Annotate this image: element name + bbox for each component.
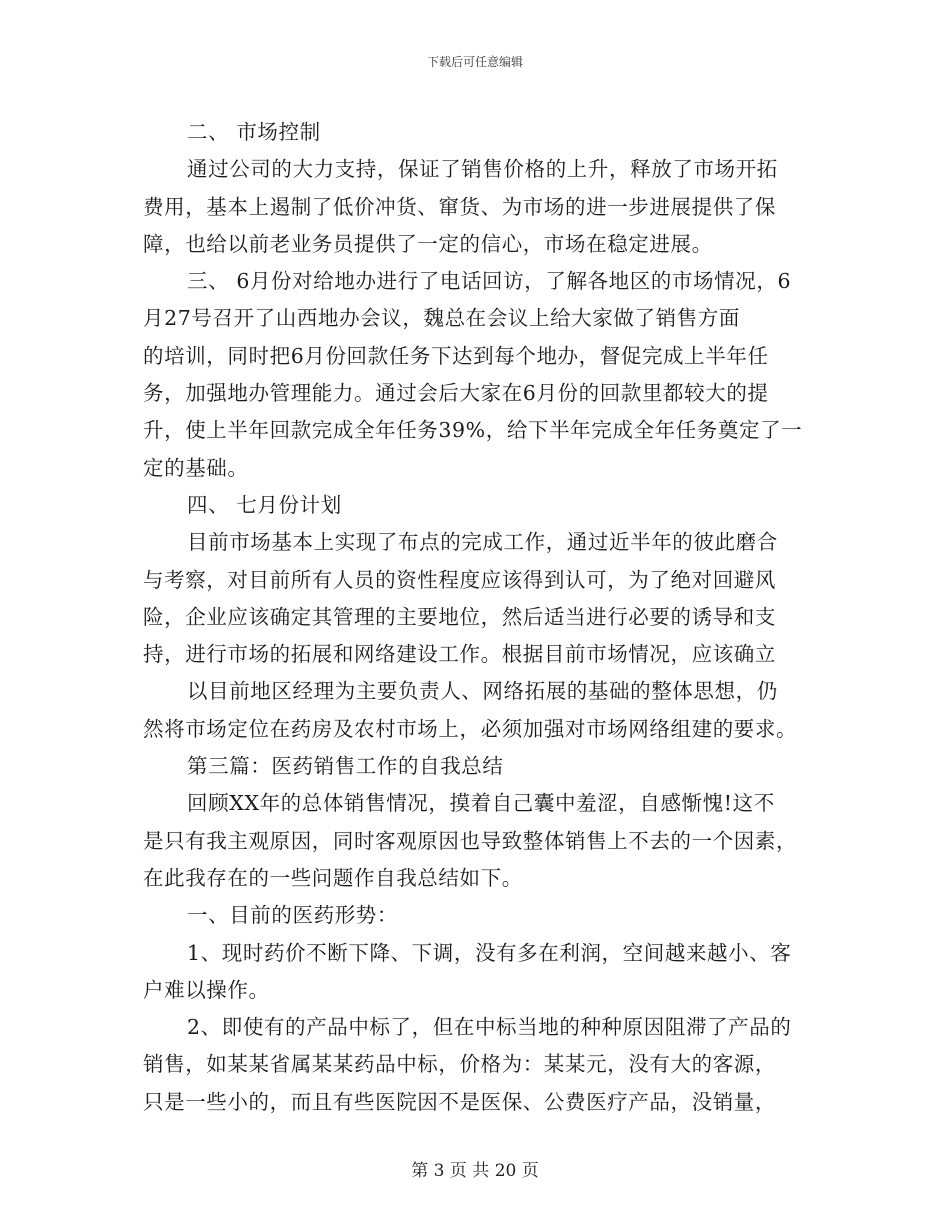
paragraph-line: 然将市场定位在药房及农村市场上，必须加强对市场网络组建的要求。 [143, 716, 798, 741]
paragraph-line: 持，进行市场的拓展和网络建设工作。根据目前市场情况，应该确立 [143, 642, 776, 667]
paragraph-line: 销售，如某某省属某某药品中标，价格为：某某元，没有大的客源， [143, 1052, 776, 1077]
paragraph-line: 务，加强地办管理能力。通过会后大家在6月份的回款里都较大的提 [143, 381, 769, 406]
paragraph-line: 在此我存在的一些问题作自我总结如下。 [143, 865, 523, 890]
document-body [143, 114, 809, 1121]
paragraph-line: 户难以操作。 [143, 977, 270, 1002]
page-number: 第 3 页 共 20 页 [411, 1161, 539, 1181]
paragraph-line: 三、 6月份对给地办进行了电话回访，了解各地区的市场情况，6 [187, 269, 792, 294]
heading-july-plan: 四、 七月份计划 [187, 492, 342, 517]
paragraph-line: 费用，基本上遏制了低价冲货、窜货、为市场的进一步进展提供了保 [143, 194, 776, 219]
paragraph-line: 以目前地区经理为主要负责人、网络拓展的基础的整体思想，仍 [187, 679, 778, 704]
paragraph-line: 险，企业应该确定其管理的主要地位，然后适当进行必要的诱导和支 [143, 604, 776, 629]
paragraph-line: 2、即使有的产品中标了，但在中标当地的种种原因阻滞了产品的 [187, 1015, 792, 1040]
paragraph-line: 是只有我主观原因，同时客观原因也导致整体销售上不去的一个因素， [143, 828, 798, 853]
paragraph-line: 与考察，对目前所有人员的资性程度应该得到认可，为了绝对回避风 [143, 567, 776, 592]
paragraph-line: 回顾XX年的总体销售情况，摸着自己囊中羞涩，自感惭愧!这不 [187, 791, 775, 816]
paragraph-line: 定的基础。 [143, 455, 249, 480]
heading-pharma-situation: 一、目前的医药形势： [187, 903, 398, 928]
paragraph-line: 目前市场基本上实现了布点的完成工作，通过近半年的彼此磨合 [187, 530, 778, 555]
section-title: 第三篇：医药销售工作的自我总结 [187, 754, 504, 779]
page-header: 下载后可任意编辑 [426, 55, 523, 69]
paragraph-line: 月27号召开了山西地办会议，魏总在会议上给大家做了销售方面 [143, 306, 740, 331]
heading-market-control: 二、 市场控制 [187, 120, 321, 144]
paragraph-line: 障，也给以前老业务员提供了一定的信心，市场在稳定进展。 [143, 231, 713, 256]
paragraph-line: 1、现时药价不断下降、下调，没有多在利润，空间越来越小、客 [187, 940, 792, 965]
paragraph-line: 升，使上半年回款完成全年任务39%，给下半年完成全年任务奠定了一 [143, 418, 803, 443]
paragraph-line: 的培训，同时把6月份回款任务下达到每个地办，督促完成上半年任 [143, 343, 769, 368]
paragraph-line: 通过公司的大力支持，保证了销售价格的上升，释放了市场开拓 [187, 157, 778, 182]
paragraph-line: 只是一些小的，而且有些医院因不是医保、公费医疗产品，没销量， [143, 1089, 776, 1114]
